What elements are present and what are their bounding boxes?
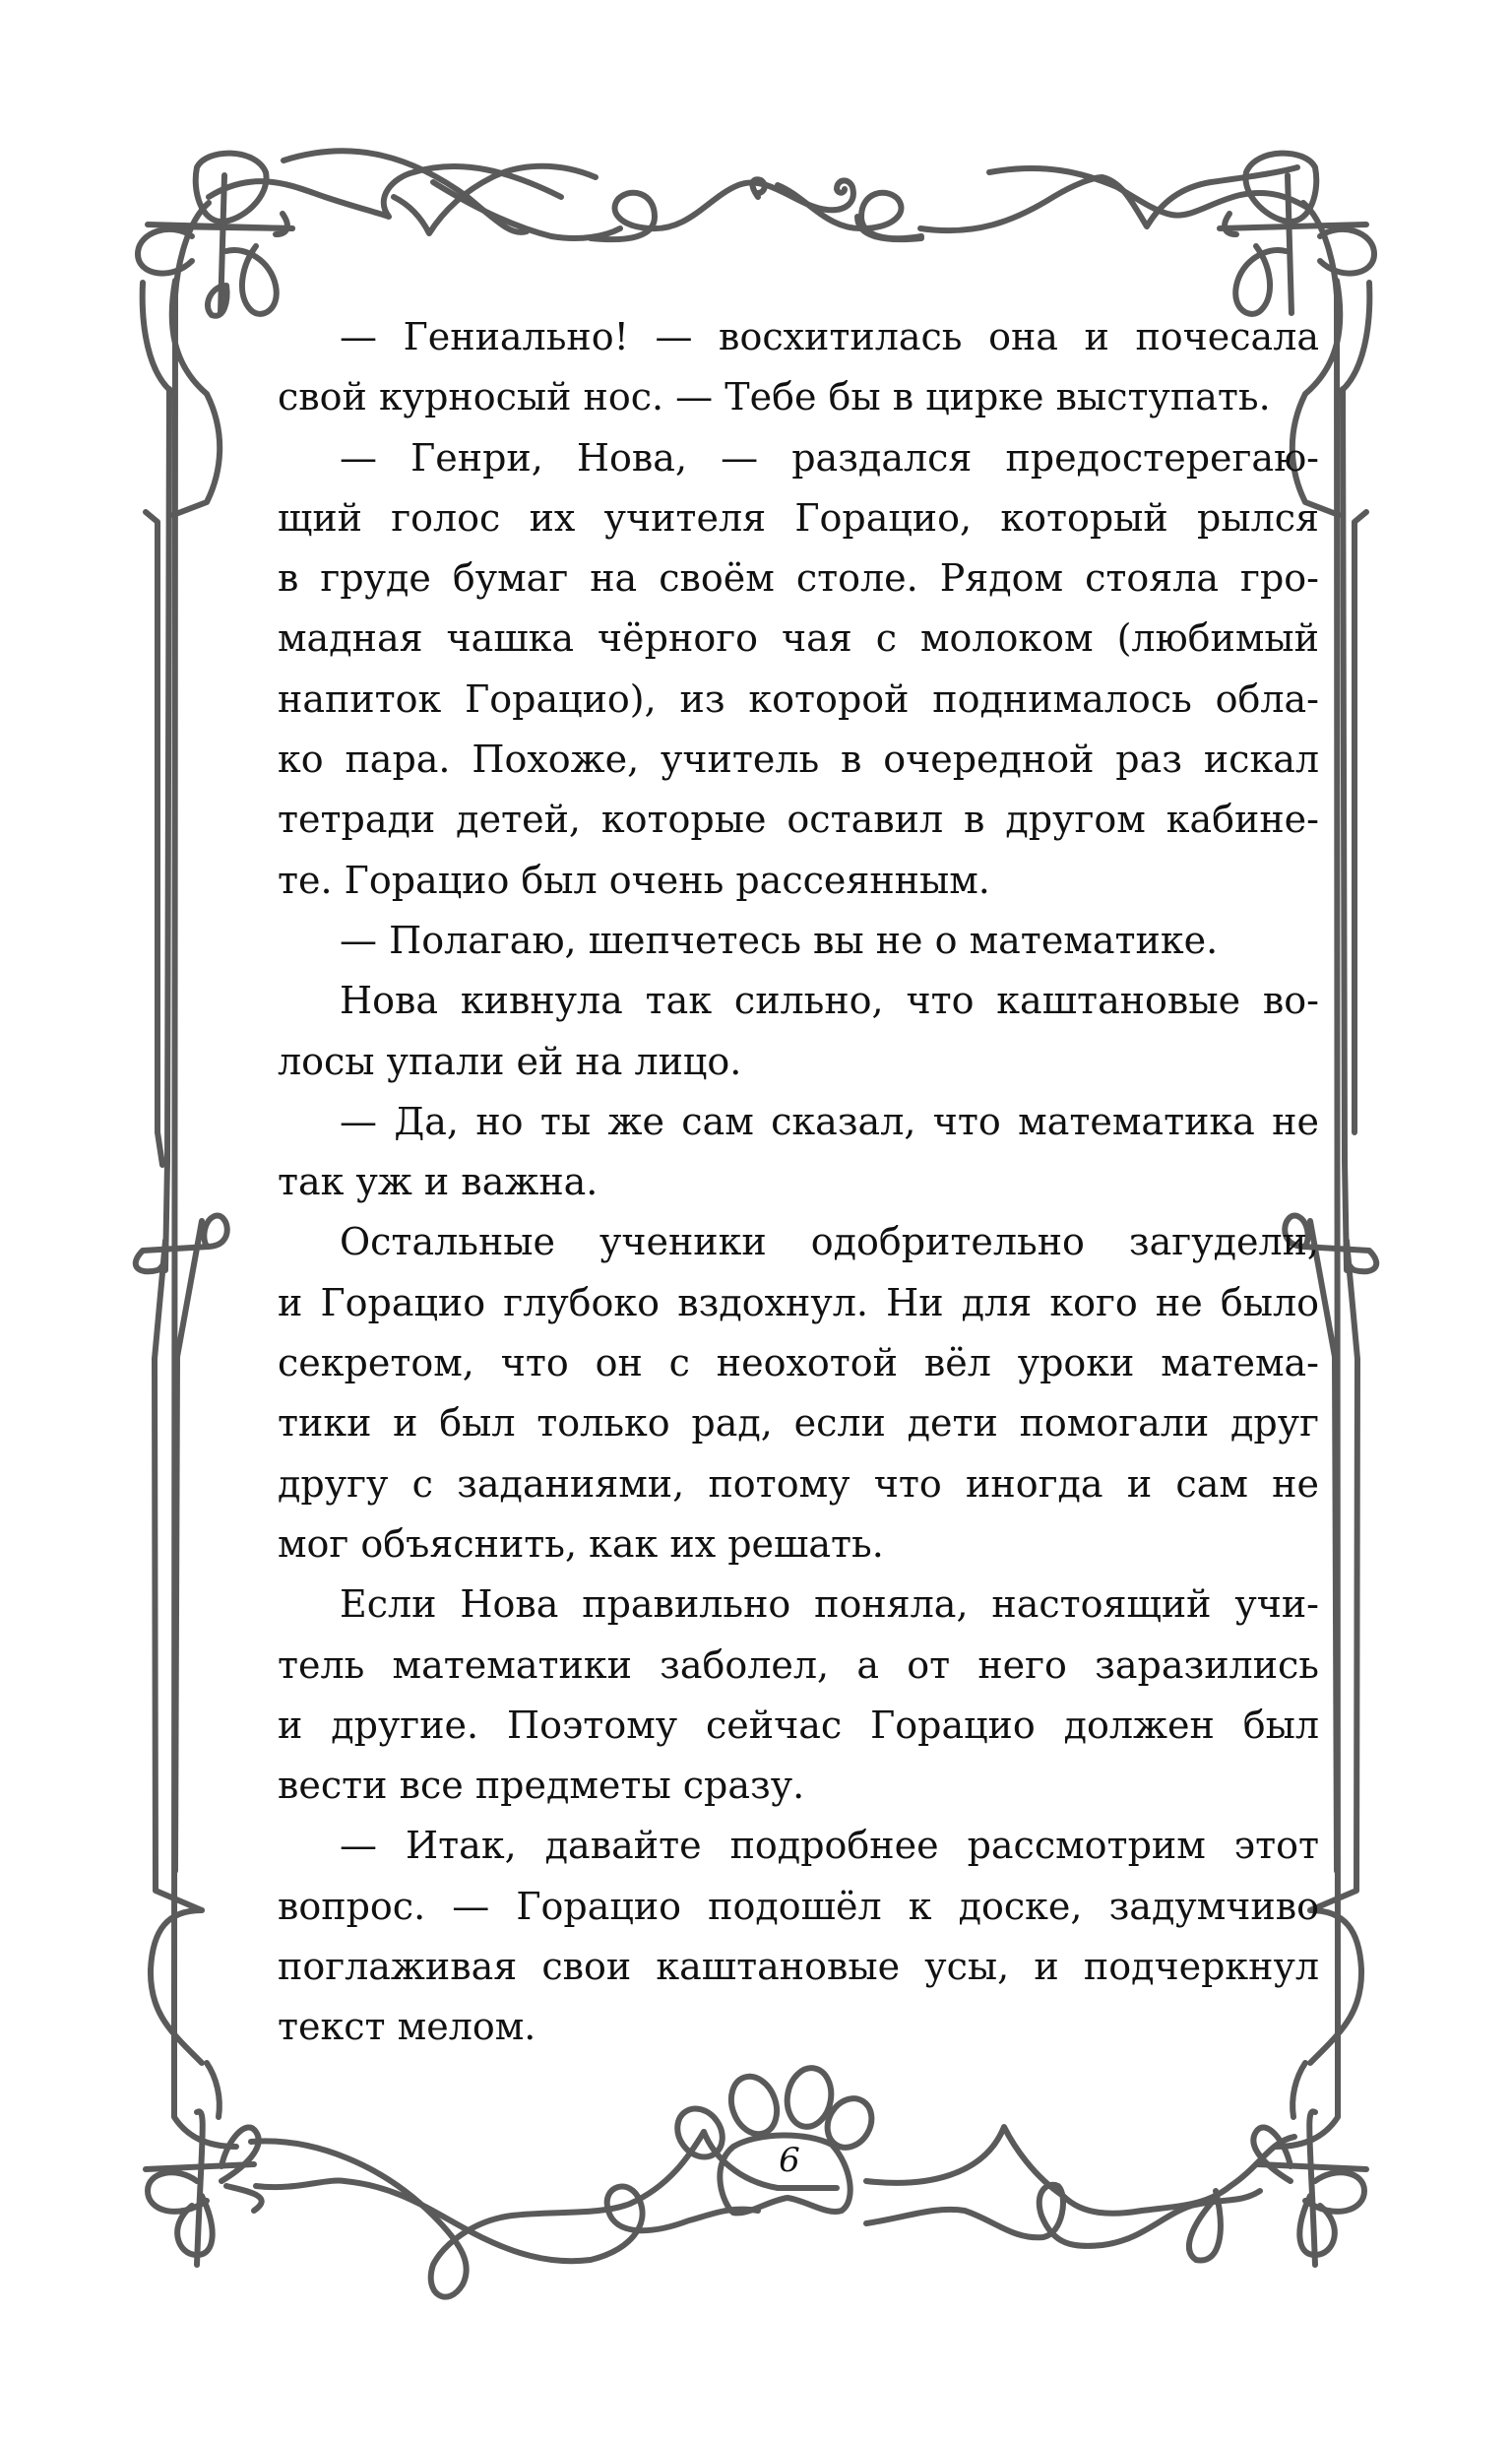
text-line: — Генри, Нова, — раздался предостерегаю- xyxy=(340,435,1319,480)
text-line: ко пара. Похоже, учитель в очередной раз искал xyxy=(278,738,1319,782)
text-line: те. Горацио был очень рассеянным. xyxy=(278,858,990,902)
text-line: — Гениально! — восхитилась она и почесала xyxy=(340,315,1319,358)
page-number: 6 xyxy=(779,2141,800,2180)
text-line: в груде бумаг на своём столе. Рядом стояла гро- xyxy=(278,556,1319,601)
text-line: Остальные ученики одобрительно загудели, xyxy=(340,1220,1319,1264)
text-line: текст мелом. xyxy=(278,2005,536,2049)
text-line: поглаживая свои каштановые усы, и подчеркнул xyxy=(278,1945,1319,1989)
bottom-scroll-right xyxy=(866,2127,1294,2260)
top-scroll-right xyxy=(920,167,1309,230)
text-line: тетради детей, которые оставил в другом кабине- xyxy=(278,798,1319,842)
text-line: — Итак, давайте подробнее рассмотрим этот xyxy=(340,1824,1319,1868)
text-line: тики и был только рад, если дети помогали друг xyxy=(278,1401,1319,1446)
text-line: Если Нова правильно поняла, настоящий учи- xyxy=(340,1582,1319,1627)
top-center-flourish xyxy=(591,179,921,239)
text-line: и Горацио глубоко вздохнул. Ни для кого не было xyxy=(278,1280,1319,1324)
page-body-text xyxy=(278,307,1319,2058)
bottom-scroll-left xyxy=(251,2132,837,2297)
celtic-knot-top-left-icon xyxy=(138,154,292,2009)
text-line: другу с заданиями, потому что иногда и сам не xyxy=(278,1461,1319,1506)
left-border xyxy=(136,389,227,2063)
text-line: Нова кивнула так сильно, что каштановые во- xyxy=(340,979,1319,1023)
top-scroll-left xyxy=(209,151,620,238)
text-line: и другие. Поэтому сейчас Горацио должен был xyxy=(278,1703,1319,1747)
text-line: вопрос. — Горацио подошёл к доске, задумчиво xyxy=(278,1884,1319,1928)
text-line: щий голос их учителя Горацио, который рылся xyxy=(278,495,1319,540)
text-line: — Полагаю, шепчетесь вы не о математике. xyxy=(340,918,1219,962)
text-line: — Да, но ты же сам сказал, что математика не xyxy=(340,1099,1319,1143)
text-line: вести все предметы сразу. xyxy=(278,1764,805,1808)
paw-print-icon xyxy=(668,2065,880,2214)
text-line: так уж и важна. xyxy=(278,1160,598,1204)
text-line: напиток Горацио), из которой поднималось обла- xyxy=(278,676,1319,721)
text-line: мог объяснить, как их решать. xyxy=(278,1521,884,1566)
text-line: тель математики заболел, а от него заразились xyxy=(278,1642,1319,1687)
text-line: лосы упали ей на лицо. xyxy=(278,1039,742,1083)
celtic-knot-bottom-left-icon xyxy=(146,2009,262,2265)
text-line: секретом, что он с неохотой вёл уроки матема- xyxy=(278,1341,1319,1385)
text-line: свой курносый нос. — Тебе бы в цирке выступать. xyxy=(278,375,1271,419)
text-line: мадная чашка чёрного чая с молоком (любимый xyxy=(278,616,1319,661)
